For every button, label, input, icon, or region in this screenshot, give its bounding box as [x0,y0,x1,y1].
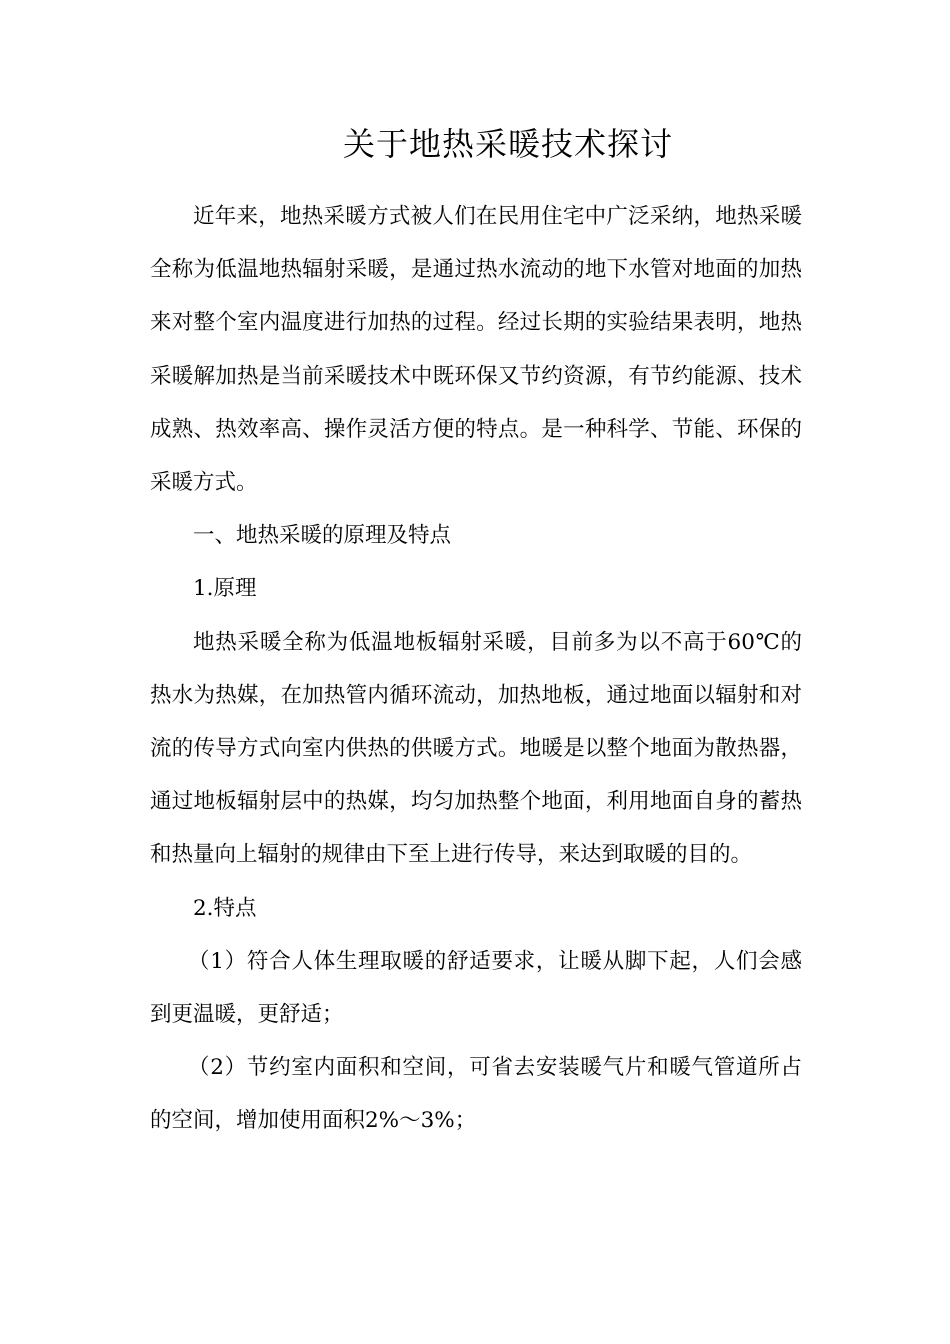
document-title: 关于地热采暖技术探讨 [342,125,673,163]
subheading-principle: 1.原理 [193,576,257,602]
section-heading-principle-features: 一、地热采暖的原理及特点 [193,523,452,549]
feature-item-1: （1）符合人体生理取暖的舒适要求，让暖从脚下起，人们会感到更温暖，更舒适； [150,948,802,1028]
feature-item-2: （2）节约室内面积和空间，可省去安装暖气片和暖气管道所占的空间，增加使用面积2%～3%； [150,1055,802,1134]
document-body [150,190,802,1148]
paragraph-intro: 近年来，地热采暖方式被人们在民用住宅中广泛采纳，地热采暖全称为低温地热辐射采暖，是通过热水流动的地下水管对地面的加热来对整个室内温度进行加热的过程。经过长期的实验结果表明，地热采暖解加热是当前采暖技术中既环保又节约资源，有节约能源、技术成熟、热效率高、操作灵活方便的特点。是一种科学、节能、环保的采暖方式。 [150,204,802,496]
subheading-features: 2.特点 [193,895,257,921]
paragraph-principle: 地热采暖全称为低温地板辐射采暖，目前多为以不高于60℃的热水为热媒，在加热管内循环流动，加热地板，通过地面以辐射和对流的传导方式向室内供热的供暖方式。地暖是以整个地面为散热器，通过地板辐射层中的热媒，均匀加热整个地面，利用地面自身的蓄热和热量向上辐射的规律由下至上进行传导，来达到取暖的目的。 [150,629,802,868]
